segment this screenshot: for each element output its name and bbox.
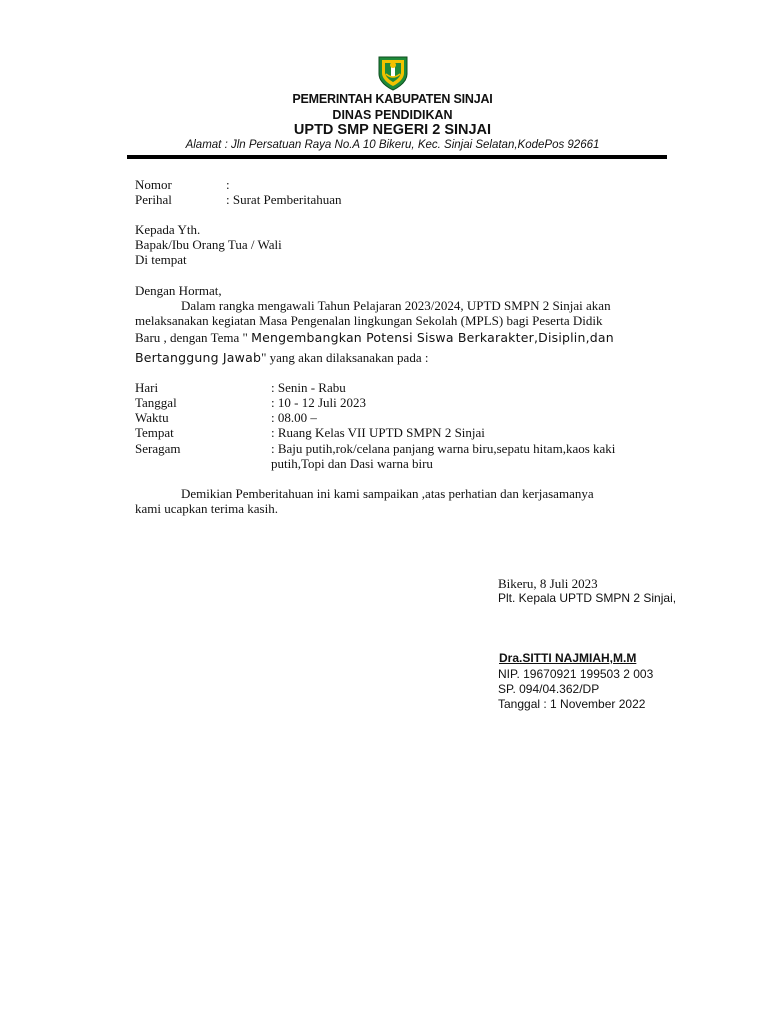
paragraph-line4-end: " yang akan dilaksanakan pada : <box>261 350 429 365</box>
theme-text-part2: Bertanggung Jawab <box>135 350 262 365</box>
theme-text-part1: Mengembangkan Potensi Siswa Berkarakter,Disiplin,dan <box>251 330 614 345</box>
header-government: PEMERINTAH KABUPATEN SINJAI <box>292 92 493 106</box>
signature-tanggal: Tanggal : 1 November 2022 <box>498 697 646 711</box>
closing-line2: kami ucapkan terima kasih. <box>135 501 278 516</box>
signature-position: Plt. Kepala UPTD SMPN 2 Sinjai, <box>498 591 677 605</box>
paragraph-line3 <box>135 329 614 347</box>
detail-label-tempat: Tempat <box>135 425 174 440</box>
recipient-line3: Di tempat <box>135 252 187 267</box>
header-school: UPTD SMP NEGERI 2 SINJAI <box>293 122 492 138</box>
perihal-label: Perihal <box>135 192 172 207</box>
recipient-line1: Kepada Yth. <box>135 222 201 237</box>
perihal-value: : Surat Pemberitahuan <box>226 192 342 207</box>
nomor-value: : <box>226 177 230 192</box>
detail-value-hari: : Senin - Rabu <box>271 380 346 395</box>
header-department: DINAS PENDIDIKAN <box>332 108 453 122</box>
detail-value-waktu: : 08.00 – <box>271 410 317 425</box>
recipient-line2: Bapak/Ibu Orang Tua / Wali <box>135 237 282 252</box>
detail-label-tanggal: Tanggal <box>135 395 177 410</box>
detail-label-waktu: Waktu <box>135 410 169 425</box>
closing-line1: Demikian Pemberitahuan ini kami sampaikan ,atas perhatian dan kerjasamanya <box>181 486 594 501</box>
detail-value-tempat: : Ruang Kelas VII UPTD SMPN 2 Sinjai <box>271 425 485 440</box>
paragraph-line2: melaksanakan kegiatan Masa Pengenalan lingkungan Sekolah (MPLS) bagi Peserta Didik <box>135 313 603 328</box>
detail-label-seragam: Seragam <box>135 441 181 456</box>
signature-place-date: Bikeru, 8 Juli 2023 <box>498 576 598 591</box>
signature-nip: NIP. 19670921 199503 2 003 <box>498 667 654 681</box>
paragraph-line3-start: Baru , dengan Tema " <box>135 330 252 345</box>
detail-value-tanggal: : 10 - 12 Juli 2023 <box>271 395 366 410</box>
detail-value-seragam: : Baju putih,rok/celana panjang warna biru,sepatu hitam,kaos kaki <box>271 441 616 456</box>
paragraph-line4 <box>135 349 428 367</box>
nomor-label: Nomor <box>135 177 172 192</box>
detail-label-hari: Hari <box>135 380 159 395</box>
header-divider <box>127 155 667 159</box>
greeting: Dengan Hormat, <box>135 283 222 298</box>
paragraph-line1: Dalam rangka mengawali Tahun Pelajaran 2023/2024, UPTD SMPN 2 Sinjai akan <box>181 298 611 313</box>
regency-emblem-logo <box>376 54 410 92</box>
signature-name: Dra.SITTI NAJMIAH,M.M <box>499 651 637 665</box>
detail-value-seragam-cont: putih,Topi dan Dasi warna biru <box>271 456 433 471</box>
header-address: Alamat : Jln Persatuan Raya No.A 10 Bikeru, Kec. Sinjai Selatan,KodePos 92661 <box>185 139 600 151</box>
signature-sp: SP. 094/04.362/DP <box>498 682 600 696</box>
